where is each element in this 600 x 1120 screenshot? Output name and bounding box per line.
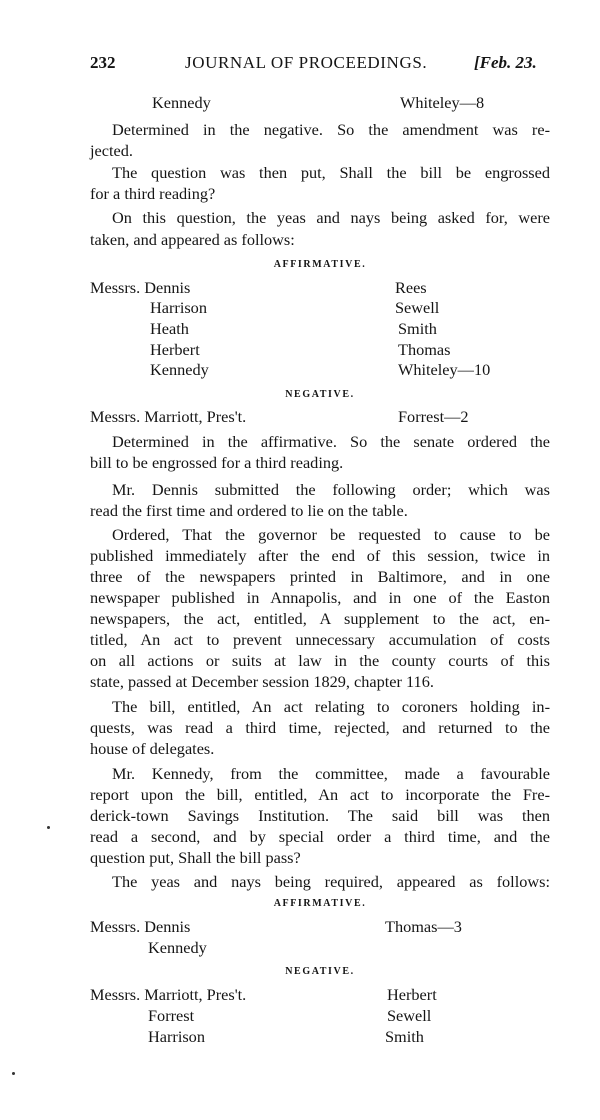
page-date: [Feb. 23. — [474, 53, 537, 72]
print-speck — [47, 826, 50, 829]
paragraph-line: Ordered, That the governor be requested to cause to be — [112, 525, 550, 544]
paragraph-line: Determined in the affirmative. So the senate ordered the — [112, 432, 550, 451]
vote-name: Thomas — [398, 340, 451, 359]
paragraph-line: question put, Shall the bill pass? — [90, 848, 301, 867]
vote-name: Herbert — [150, 340, 200, 359]
vote-name: Herbert — [387, 985, 437, 1004]
paragraph-line: jected. — [90, 141, 133, 160]
paragraph-line: state, passed at December session 1829, chapter 116. — [90, 672, 434, 691]
vote-name: Harrison — [148, 1027, 205, 1046]
paragraph-line: On this question, the yeas and nays being asked for, were — [112, 208, 550, 227]
vote-name: Messrs. Marriott, Pres't. — [90, 985, 247, 1004]
affirmative-heading: AFFIRMATIVE. — [273, 898, 367, 909]
paragraph-line: The bill, entitled, An act relating to coroners holding in- — [112, 697, 550, 716]
paragraph-line: newspaper published in Annapolis, and in one of the Easton — [90, 588, 550, 607]
paragraph-line: Mr. Dennis submitted the following order; which was — [112, 480, 550, 499]
paragraph-line: on all actions or suits at law in the county courts of this — [90, 651, 550, 670]
print-speck — [12, 1072, 15, 1075]
vote-name: Messrs. Dennis — [90, 917, 191, 936]
paragraph-line: newspapers, the act, entitled, A supplement to the act, en- — [90, 609, 550, 628]
vote-name: Smith — [398, 319, 437, 338]
vote-name: Messrs. Marriott, Pres't. — [90, 407, 247, 426]
vote-name: Forrest—2 — [398, 407, 469, 426]
vote-name: Rees — [395, 278, 427, 297]
vote-name: Sewell — [387, 1006, 432, 1025]
page-title: JOURNAL OF PROCEEDINGS. — [185, 53, 428, 72]
paragraph-line: published immediately after the end of this session, twice in — [90, 546, 550, 565]
vote-name: Whiteley—8 — [400, 93, 485, 112]
paragraph-line: bill to be engrossed for a third reading. — [90, 453, 344, 472]
paragraph-line: titled, An act to prevent unnecessary accumulation of costs — [90, 630, 550, 649]
paragraph-line: house of delegates. — [90, 739, 215, 758]
paragraph-line: taken, and appeared as follows: — [90, 230, 295, 249]
paragraph-line: read a second, and by special order a third time, and the — [90, 827, 550, 846]
vote-name: Whiteley—10 — [398, 360, 491, 379]
vote-name: Harrison — [150, 298, 207, 317]
vote-name: Kennedy — [148, 938, 207, 957]
page-number: 232 — [90, 53, 116, 72]
paragraph-line: Mr. Kennedy, from the committee, made a favourable — [112, 764, 550, 783]
paragraph-line: for a third reading? — [90, 184, 216, 203]
vote-name: Thomas—3 — [385, 917, 462, 936]
paragraph-line: read the first time and ordered to lie on the table. — [90, 501, 408, 520]
paragraph-line: three of the newspapers printed in Baltimore, and in one — [90, 567, 550, 586]
vote-name: Sewell — [395, 298, 440, 317]
vote-name: Messrs. Dennis — [90, 278, 191, 297]
paragraph-line: derick-town Savings Institution. The said bill was then — [90, 806, 550, 825]
vote-name: Smith — [385, 1027, 424, 1046]
paragraph-line: report upon the bill, entitled, An act to incorporate the Fre- — [90, 785, 550, 804]
negative-heading: NEGATIVE. — [285, 966, 355, 977]
paragraph-line: The question was then put, Shall the bill be engrossed — [112, 163, 550, 182]
negative-heading: NEGATIVE. — [285, 389, 355, 400]
paragraph-line: Determined in the negative. So the amendment was re- — [112, 120, 550, 139]
paragraph-line: The yeas and nays being required, appeared as follows: — [112, 872, 550, 891]
paragraph-line: quests, was read a third time, rejected, and returned to the — [90, 718, 550, 737]
vote-name: Kennedy — [150, 360, 209, 379]
vote-name: Forrest — [148, 1006, 195, 1025]
vote-name: Kennedy — [152, 93, 211, 112]
affirmative-heading: AFFIRMATIVE. — [273, 259, 367, 270]
vote-name: Heath — [150, 319, 189, 338]
